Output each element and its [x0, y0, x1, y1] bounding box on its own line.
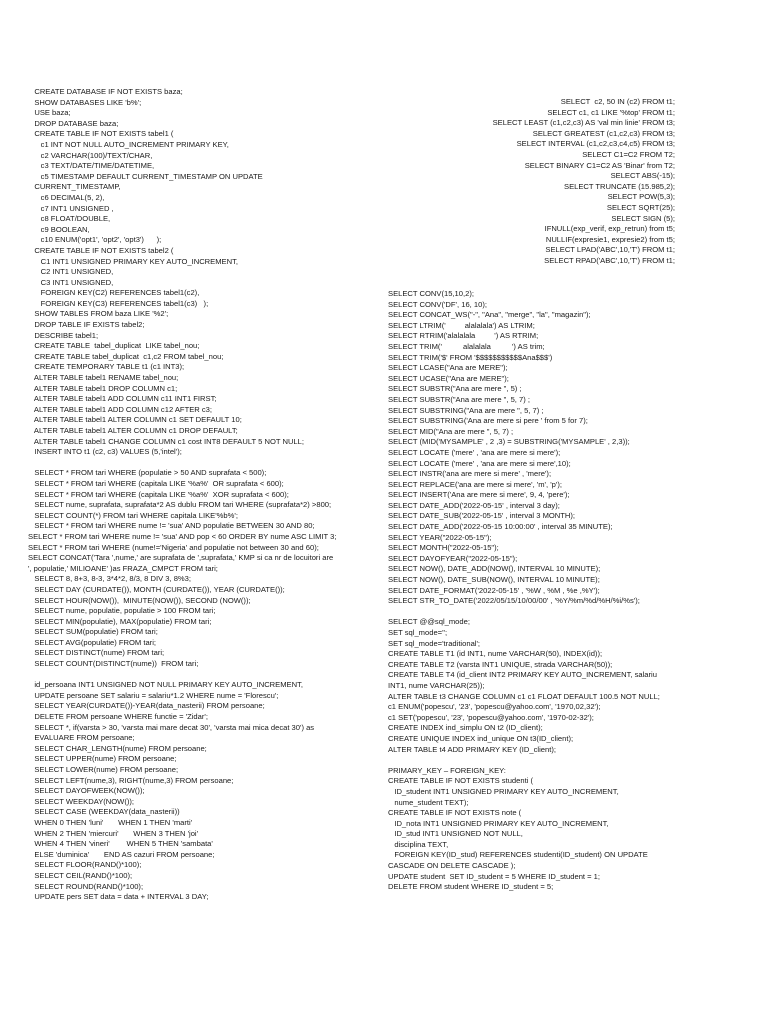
code-line: CREATE TEMPORARY TABLE t1 (c1 INT3); [28, 362, 185, 372]
code-line: C2 INT1 UNSIGNED, [28, 267, 114, 277]
code-line: SELECT LPAD('ABC',10,'T') FROM t1; [545, 245, 675, 255]
code-line: FOREIGN KEY(C3) REFERENCES tabel1(c3) ); [28, 298, 209, 308]
code-line: SELECT CEIL(RAND()*100); [28, 870, 133, 880]
code-line: CREATE TABLE T2 (varsta INT1 UNIQUE, strada VARCHAR(50)); [388, 659, 613, 669]
code-line: ', populatie,' MILIOANE' )as FRAZA_CMPCT FROM tari; [28, 563, 218, 573]
code-line: SELECT * FROM tari WHERE nume != 'sua' AND populatie BETWEEN 30 AND 80; [28, 521, 315, 531]
code-line: C3 INT1 UNSIGNED, [28, 277, 114, 287]
code-line: SELECT DAYOFWEEK(NOW()); [28, 786, 145, 796]
code-line: SELECT SUBSTR("Ana are mere ", 5, 7) ; [388, 394, 530, 404]
code-line: INT1, nume VARCHAR(25)); [388, 680, 485, 690]
code-line: UPDATE pers SET data = data + INTERVAL 3 DAY; [28, 892, 209, 902]
code-line: SELECT LOWER(nume) FROM persoane; [28, 765, 179, 774]
code-line: nume_student TEXT); [388, 797, 469, 807]
code-line: SELECT MONTH("2022-05-15"); [388, 543, 499, 553]
code-line: c2 VARCHAR(100)/TEXT/CHAR, [28, 150, 153, 160]
code-line: DESCRIBE tabel1; [28, 330, 99, 340]
code-line: SELECT REPLACE('ana are mere si mere', 'm', 'p'); [388, 479, 562, 489]
code-line: c1 ENUM('popescu', '23', 'popescu@yahoo.com', '1970,02,32'); [388, 702, 601, 712]
code-line: SELECT CASE (WEEKDAY(data_nasterii)) [28, 807, 180, 817]
code-line: SELECT POW(5,3); [607, 192, 675, 202]
code-line: FOREIGN KEY(C2) REFERENCES tabel1(c2), [28, 288, 200, 298]
code-line: SELECT (MID('MYSAMPLE' , 2 ,3) = SUBSTRING('MYSAMPLE' , 2,3)); [388, 437, 630, 447]
code-line: c9 BOOLEAN, [28, 224, 90, 234]
code-line: ALTER TABLE t4 ADD PRIMARY KEY (ID_client); [388, 744, 556, 754]
code-line: CREATE TABLE IF NOT EXISTS tabel2 ( [28, 245, 174, 255]
code-line: SELECT HOUR(NOW()), MINUTE(NOW()), SECOND (NOW()); [28, 595, 251, 605]
code-line: SELECT STR_TO_DATE('2022/05/15/10/00/00' , '%Y/%m/%d/%H/%i/%s'); [388, 596, 640, 606]
code-line: SELECT * FROM tari WHERE (populatie > 50 AND suprafata < 500); [28, 468, 267, 478]
code-line: c3 TEXT/DATE/TIME/DATETIME, [28, 161, 155, 171]
right-top-column-text [388, 97, 675, 267]
code-line: C1 INT1 UNSIGNED PRIMARY KEY AUTO_INCREMENT, [28, 256, 239, 266]
code-line: SELECT MID("Ana are mere ", 5, 7) ; [388, 426, 514, 436]
code-line: SELECT LEFT(nume,3), RIGHT(nume,3) FROM persoane; [28, 775, 234, 785]
code-line: ALTER TABLE tabel1 CHANGE COLUMN c1 cost INT8 DEFAULT 5 NOT NULL; [28, 436, 304, 446]
code-line: WHEN 0 THEN 'luni' WHEN 1 THEN 'marti' [28, 817, 193, 827]
code-line: SELECT GREATEST (c1,c2,c3) FROM t3; [532, 128, 675, 138]
code-line: CREATE TABLE IF NOT EXISTS tabel1 ( [28, 129, 174, 139]
code-line: CURRENT_TIMESTAMP, [28, 182, 121, 192]
code-line: SELECT TRIM(' alalalala ') AS trim; [388, 341, 545, 351]
code-line: SELECT * FROM tari WHERE (capitala LIKE '%a%' OR suprafata < 600); [28, 478, 284, 488]
code-line: WHEN 4 THEN 'vineri' WHEN 5 THEN 'sambata' [28, 839, 213, 849]
code-line: USE baza; [28, 108, 71, 118]
code-line: SELECT COUNT(DISTINCT(nume)) FROM tari; [28, 659, 199, 669]
code-line: SELECT SUBSTRING('Ana are mere si pere ' from 5 for 7); [388, 416, 588, 426]
code-line: SELECT c2, 50 IN (c2) FROM t1; [560, 97, 675, 106]
code-line: SELECT RTRIM('alalalala ') AS RTRIM; [388, 331, 539, 341]
code-line: SELECT nume, populatie, populatie > 100 FROM tari; [28, 606, 216, 616]
code-line: SELECT c1, c1 LIKE '%top' FROM t1; [547, 107, 675, 117]
code-line: PRIMARY_KEY – FOREIGN_KEY: [388, 765, 506, 775]
code-line: INSERT INTO t1 (c2, c3) VALUES (5,'intel'); [28, 447, 182, 457]
code-line: c8 FLOAT/DOUBLE, [28, 214, 111, 224]
code-line: c5 TIMESTAMP DEFAULT CURRENT_TIMESTAMP ON UPDATE [28, 171, 263, 181]
code-line: SELECT DATE_ADD('2022-05-15' , interval 3 day); [388, 500, 560, 510]
code-line: SELECT YEAR("2022-05-15"); [388, 532, 492, 542]
code-line: SELECT FLOOR(RAND()*100); [28, 860, 142, 870]
code-line: ID_student INT1 UNSIGNED PRIMARY KEY AUTO_INCREMENT, [388, 786, 619, 796]
code-line: SELECT SQRT(25); [606, 202, 675, 212]
code-line: SELECT * FROM tari WHERE (capitala LIKE '%a%' XOR suprafata < 600); [28, 489, 289, 499]
code-line: CREATE UNIQUE INDEX ind_unique ON t3(ID_client); [388, 733, 574, 743]
code-line: SELECT DATE_ADD('2022-05-15 10:00:00' , interval 35 MINUTE); [388, 522, 613, 532]
code-line: c10 ENUM('opt1', 'opt2', 'opt3') ); [28, 235, 162, 245]
code-line: CREATE TABLE tabel_duplicat LIKE tabel_nou; [28, 341, 200, 351]
code-line: SELECT @@sql_mode; [388, 617, 470, 627]
code-line: SELECT 8, 8+3, 8-3, 3*4*2, 8/3, 8 DIV 3, 8%3; [28, 574, 192, 584]
left-column-text [28, 87, 380, 903]
code-line: CREATE TABLE IF NOT EXISTS studenti ( [388, 776, 534, 786]
code-line: SELECT ROUND(RAND()*100); [28, 881, 144, 891]
code-line: ID_nota INT1 UNSIGNED PRIMARY KEY AUTO_INCREMENT, [388, 818, 609, 828]
code-line: SHOW TABLES FROM baza LIKE '%2'; [28, 309, 169, 319]
code-line: SELECT SIGN (5); [611, 213, 675, 223]
code-line: CASCADE ON DELETE CASCADE ); [388, 861, 516, 871]
code-line: SELECT CONCAT_WS("-", "Ana", "merge", "la", "magazin"); [388, 310, 591, 320]
code-line: CREATE TABLE IF NOT EXISTS note ( [388, 808, 522, 818]
code-line: SELECT ABS(-15); [610, 171, 675, 181]
code-line: UPDATE persoane SET salariu = salariu*1.2 WHERE nume = 'Florescu'; [28, 690, 279, 700]
code-line [28, 670, 380, 681]
code-line: SELECT nume, suprafata, suprafata*2 AS dublu FROM tari WHERE (suprafata*2) >800; [28, 500, 332, 510]
code-line: SELECT LCASE("Ana are MERE"); [388, 363, 508, 373]
code-line: SELECT LOCATE ('mere' , 'ana are mere si mere',10); [388, 458, 571, 468]
code-line: SELECT * FROM tari WHERE nume != 'sua' AND pop < 60 ORDER BY nume ASC LIMIT 3; [28, 531, 337, 541]
code-line: DROP TABLE IF EXISTS tabel2; [28, 320, 145, 330]
code-line [388, 755, 760, 766]
code-line: ALTER TABLE tabel1 ADD COLUMN c12 AFTER c3; [28, 404, 213, 414]
code-line: ALTER TABLE t3 CHANGE COLUMN c1 c1 FLOAT DEFAULT 100.5 NOT NULL; [388, 691, 660, 701]
code-line: SELECT YEAR(CURDATE())-YEAR(data_nasterii) FROM persoane; [28, 701, 265, 711]
code-line: CREATE TABLE tabel_duplicat c1,c2 FROM tabel_nou; [28, 351, 224, 361]
code-line: ELSE 'duminica' END AS cazuri FROM persoane; [28, 849, 215, 859]
code-line: SELECT SUM(populatie) FROM tari; [28, 627, 158, 637]
code-line: SELECT SUBSTRING("Ana are mere ", 5, 7) ; [388, 405, 544, 415]
code-line: SELECT UPPER(nume) FROM persoane; [28, 754, 177, 764]
code-line: CREATE INDEX ind_simplu ON t2 (ID_client); [388, 723, 543, 733]
code-line: SELECT LEAST (c1,c2,c3) AS 'val min linie' FROM t3; [492, 118, 675, 128]
right-column-text [388, 289, 760, 893]
code-line: SELECT CONCAT('Tara ',nume,' are suprafata de ',suprafata,' KMP si ca nr de locuitori are [28, 553, 334, 563]
code-line: UPDATE student SET ID_student = 5 WHERE ID_student = 1; [388, 871, 601, 881]
code-line: DELETE FROM student WHERE ID_student = 5; [388, 882, 554, 892]
code-line: NULLIF(expresie1, expresie2) from t5; [545, 234, 675, 244]
code-line: FOREIGN KEY(ID_stud) REFERENCES studenti(ID_student) ON UPDATE [388, 850, 648, 860]
code-line: c7 INT1 UNSIGNED , [28, 203, 114, 213]
code-line: SET sql_mode='traditional'; [388, 638, 481, 648]
code-line: IFNULL(exp_verif, exp_retrun) from t5; [544, 224, 675, 234]
code-line: CREATE TABLE T4 (id_client INT2 PRIMARY KEY AUTO_INCREMENT, salariu [388, 670, 657, 680]
code-line: SELECT C1=C2 FROM T2; [582, 149, 675, 159]
code-line: SELECT *, if(varsta > 30, 'varsta mai mare decat 30', 'varsta mai mica decat 30') as [28, 722, 315, 732]
code-line: SELECT INSTR('ana are mere si mere' , 'mere'); [388, 469, 552, 479]
code-line: SELECT DISTINCT(nume) FROM tari; [28, 648, 165, 658]
code-line: id_persoana INT1 UNSIGNED NOT NULL PRIMARY KEY AUTO_INCREMENT, [28, 680, 304, 690]
code-line: SELECT TRUNCATE (15.985,2); [564, 181, 675, 191]
code-line: ALTER TABLE tabel1 RENAME tabel_nou; [28, 373, 179, 383]
code-line: c1 INT NOT NULL AUTO_INCREMENT PRIMARY KEY, [28, 139, 229, 149]
code-line: ALTER TABLE tabel1 ALTER COLUMN c1 DROP DEFAULT; [28, 426, 238, 435]
code-line: CREATE DATABASE IF NOT EXISTS baza; [28, 87, 183, 96]
code-line: ALTER TABLE tabel1 DROP COLUMN c1; [28, 383, 178, 393]
code-line: SELECT CONV('DF', 16, 10); [388, 299, 487, 309]
code-line: SET sql_mode=''; [388, 628, 448, 637]
code-line: WHEN 2 THEN 'miercuri' WHEN 3 THEN 'joi' [28, 828, 199, 838]
code-line: SELECT INTERVAL (c1,c2,c3,c4,c5) FROM t3; [516, 139, 675, 149]
code-line: SELECT DATE_SUB('2022-05-15' , interval 3 MONTH); [388, 511, 576, 521]
code-line: CREATE TABLE T1 (id INT1, nume VARCHAR(50), INDEX(id)); [388, 649, 603, 659]
code-line: SELECT * FROM tari WHERE (nume!='Nigeria' and populatie not between 30 and 60); [28, 542, 319, 552]
code-line: SELECT NOW(), DATE_SUB(NOW(), INTERVAL 10 MINUTE); [388, 575, 600, 585]
code-line: SELECT LOCATE ('mere' , 'ana are mere si mere'); [388, 447, 561, 457]
code-line: SELECT SUBSTR("Ana are mere ", 5) ; [388, 384, 522, 394]
code-line: c6 DECIMAL(5, 2), [28, 192, 105, 202]
code-line: SELECT MIN(populatie), MAX(populatie) FROM tari; [28, 616, 212, 626]
code-line [388, 607, 760, 618]
code-line: SELECT TRIM('$' FROM '$$$$$$$$$$$Ana$$$') [388, 352, 553, 362]
code-line: SELECT WEEKDAY(NOW()); [28, 796, 135, 806]
code-line: SELECT CHAR_LENGTH(nume) FROM persoane; [28, 743, 207, 753]
code-line: SELECT LTRIM(' alalalala') AS LTRIM; [388, 320, 535, 330]
code-line: SELECT DATE_FORMAT('2022-05-15' , '%W , %M , %e ,%Y'); [388, 585, 600, 595]
code-line: c1 SET('popescu', '23', 'popescu@yahoo.com', '1970-02-32'); [388, 712, 594, 722]
code-line: SELECT RPAD('ABC',10,'T') FROM t1; [544, 255, 675, 265]
code-line: DROP DATABASE baza; [28, 118, 119, 128]
code-line: DELETE FROM persoane WHERE functie = 'Zidar'; [28, 712, 208, 722]
code-line: SELECT AVG(populatie) FROM tari; [28, 637, 157, 647]
code-line: SELECT CONV(15,10,2); [388, 289, 474, 298]
code-line: SELECT DAYOFYEAR("2022-05-15"); [388, 553, 518, 563]
code-line: SELECT COUNT(*) FROM tari WHERE capitala LIKE'%b%'; [28, 510, 238, 520]
code-line: SELECT NOW(), DATE_ADD(NOW(), INTERVAL 10 MINUTE); [388, 564, 601, 574]
code-line: SELECT DAY (CURDATE()), MONTH (CURDATE()), YEAR (CURDATE()); [28, 584, 285, 594]
code-line: ALTER TABLE tabel1 ADD COLUMN c11 INT1 FIRST; [28, 394, 217, 404]
code-line: ID_stud INT1 UNSIGNED NOT NULL, [388, 829, 523, 839]
code-line: ALTER TABLE tabel1 ALTER COLUMN c1 SET DEFAULT 10; [28, 415, 242, 425]
code-line: SHOW DATABASES LIKE 'b%'; [28, 97, 142, 107]
code-line: disciplina TEXT, [388, 839, 449, 849]
code-line: SELECT UCASE("Ana are MERE"); [388, 373, 509, 383]
code-line: EVALUARE FROM persoane; [28, 733, 135, 743]
code-line: SELECT INSERT('Ana are mere si mere', 9, 4, 'pere'); [388, 490, 570, 500]
code-line [28, 458, 380, 469]
code-line: SELECT BINARY C1=C2 AS 'Binar' from T2; [524, 160, 675, 170]
